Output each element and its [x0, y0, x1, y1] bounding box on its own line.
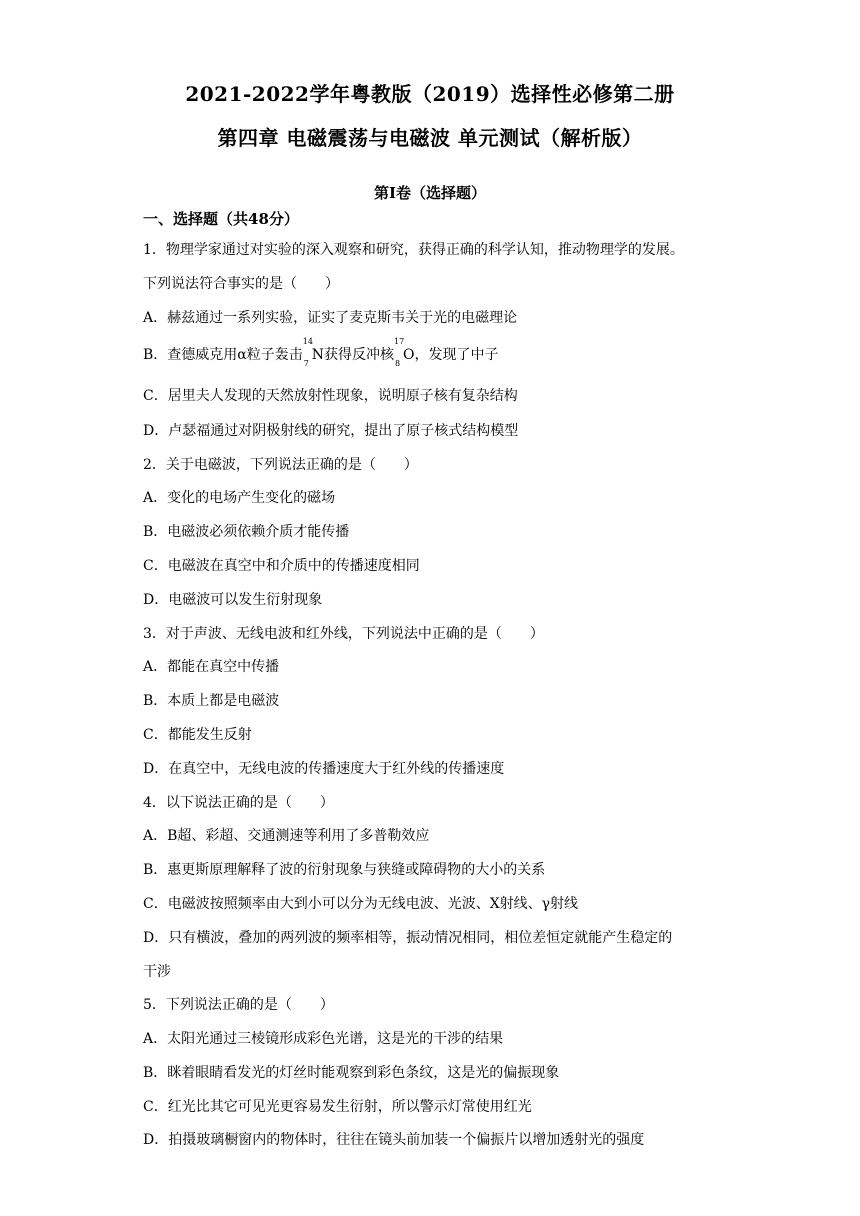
q3-stem: 3．对于声波、无线电波和红外线，下列说法中正确的是（ ）	[143, 626, 544, 642]
q1-stem-line2: 下列说法符合事实的是（ ）	[143, 276, 339, 292]
q3-option-a: A．都能在真空中传播	[143, 659, 280, 675]
q1-stem-line1: 1．物理学家通过对实验的深入观察和研究，获得正确的科学认知，推动物理学的发展。	[143, 242, 684, 258]
q1-option-c: C．居里夫人发现的天然放射性现象，说明原子核有复杂结构	[143, 388, 518, 404]
nitrogen-atomic-number: 7	[303, 359, 309, 368]
nitrogen-symbol: N	[311, 347, 324, 363]
q2-stem: 2．关于电磁波，下列说法正确的是（ ）	[143, 457, 418, 473]
q1-option-b-prefix: B．查德威克用α粒子轰击	[143, 347, 303, 363]
q1-option-a: A．赫兹通过一系列实验，证实了麦克斯韦关于光的电磁理论	[143, 310, 518, 326]
q2-option-c: C．电磁波在真空中和介质中的传播速度相同	[143, 558, 420, 574]
section-heading: 一、选择题（共48分）	[143, 210, 299, 228]
q4-stem: 4．以下说法正确的是（ ）	[143, 795, 334, 811]
q5-option-d: D．拍摄玻璃橱窗内的物体时，往往在镜头前加装一个偏振片以增加透射光的强度	[143, 1132, 645, 1148]
q2-option-b: B．电磁波必须依赖介质才能传播	[143, 524, 350, 540]
oxygen-atomic-number: 8	[395, 359, 401, 368]
q3-option-c: C．都能发生反射	[143, 727, 252, 743]
q3-option-b: B．本质上都是电磁波	[143, 693, 280, 709]
q1-option-b-middle: 获得反冲核	[324, 347, 394, 363]
q5-option-c: C．红光比其它可见光更容易发生衍射，所以警示灯常使用红光	[143, 1099, 532, 1115]
q3-option-d: D．在真空中，无线电波的传播速度大于红外线的传播速度	[143, 761, 505, 777]
oxygen-isotope	[394, 337, 415, 368]
q1-option-b	[143, 337, 499, 368]
q5-option-a: A．太阳光通过三棱镜形成彩色光谱，这是光的干涉的结果	[143, 1031, 504, 1047]
document-title-line2: 第四章 电磁震荡与电磁波 单元测试（解析版）	[217, 126, 643, 150]
q1-option-d: D．卢瑟福通过对阴极射线的研究，提出了原子核式结构模型	[143, 423, 519, 439]
q1-option-b-suffix: ，发现了中子	[414, 347, 499, 363]
oxygen-mass-number: 17	[394, 337, 405, 346]
q4-option-d-line2: 干涉	[143, 964, 171, 980]
q5-option-b: B．眯着眼睛看发光的灯丝时能观察到彩色条纹，这是光的偏振现象	[143, 1065, 560, 1081]
q2-option-a: A．变化的电场产生变化的磁场	[143, 490, 336, 506]
document-title-line1: 2021-2022学年粤教版（2019）选择性必修第二册	[185, 82, 675, 106]
nitrogen-mass-number: 14	[302, 337, 313, 346]
q4-option-d-line1: D．只有横波，叠加的两列波的频率相等，振动情况相同，相位差恒定就能产生稳定的	[143, 930, 673, 946]
q4-option-b: B．惠更斯原理解释了波的衍射现象与狭缝或障碍物的大小的关系	[143, 862, 546, 878]
nitrogen-isotope	[302, 337, 324, 368]
volume-heading: 第Ⅰ卷（选择题）	[373, 184, 487, 202]
q2-option-d: D．电磁波可以发生衍射现象	[143, 592, 323, 608]
q4-option-c: C．电磁波按照频率由大到小可以分为无线电波、光波、X射线、γ射线	[143, 896, 579, 912]
q4-option-a: A．B超、彩超、交通测速等利用了多普勒效应	[143, 828, 430, 844]
oxygen-symbol: O	[403, 347, 415, 363]
q5-stem: 5．下列说法正确的是（ ）	[143, 997, 334, 1013]
